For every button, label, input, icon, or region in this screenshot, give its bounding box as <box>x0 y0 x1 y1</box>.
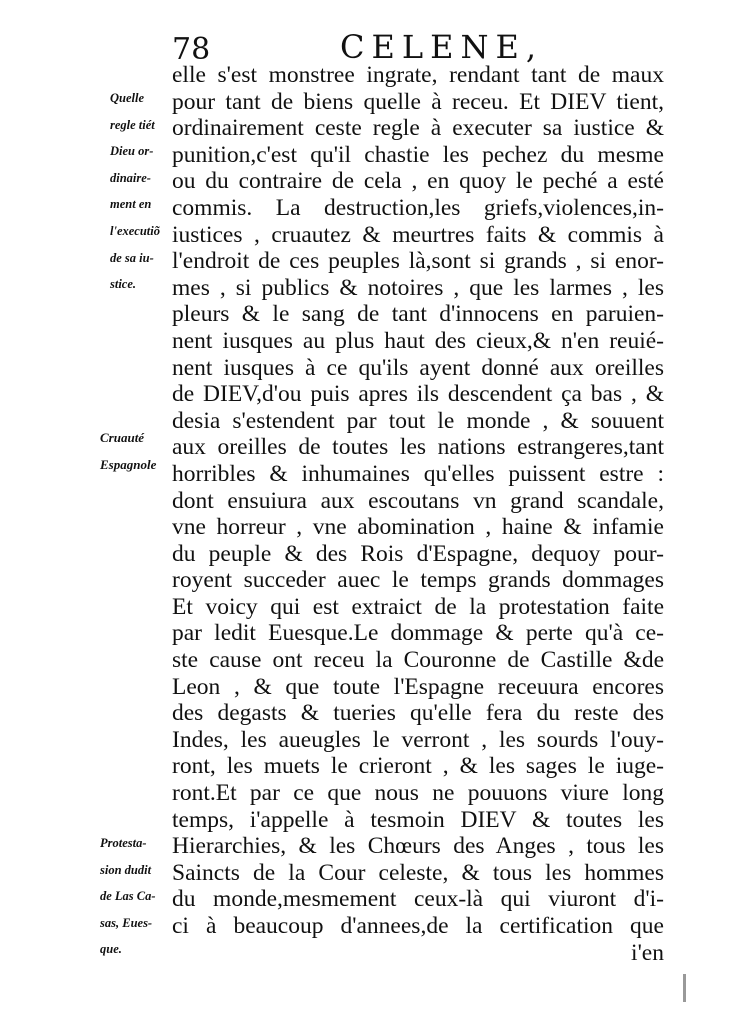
marginal-note-protestation <box>100 830 172 963</box>
marginal-note-line: regle tiét <box>110 117 155 132</box>
text-line: pleurs & le sang de tant d'innocens en paruien- <box>172 301 664 328</box>
page-number: 78 <box>172 32 211 67</box>
running-title: CELENE, <box>340 28 543 66</box>
text-line: du monde,mesmement ceux-là qui viuront d'i- <box>172 886 664 913</box>
text-line: nent iusques à ce qu'ils ayent donné aux oreilles <box>172 354 664 381</box>
text-line: aux oreilles de toutes les nations estrangeres,tant <box>172 434 664 461</box>
marginal-note-line: sas, Eues- <box>100 915 153 930</box>
text-line: de DIEV,d'ou puis apres ils descendent ça bas , & <box>172 381 664 408</box>
text-line: Indes, les aueugles le verront , les sourds l'ouy- <box>172 726 664 753</box>
marginal-note-line: Cruauté <box>100 430 145 445</box>
marginal-note-rule-of-justice <box>110 85 170 298</box>
text-line: elle s'est monstree ingrate, rendant tant de maux <box>172 62 664 88</box>
text-line: Saincts de la Cour celeste, & tous les hommes <box>172 859 664 886</box>
marginal-note-line: Dieu or- <box>110 144 154 159</box>
marginal-note-line: Protesta- <box>100 836 147 850</box>
text-line: par ledit Euesque.Le dommage & perte qu'à ce- <box>172 620 664 647</box>
marginal-note-line: stice. <box>110 277 137 292</box>
catchword: i'en <box>631 939 664 966</box>
marginal-note-line: Quelle <box>110 91 145 105</box>
text-line: du peuple & des Rois d'Espagne, dequoy pour- <box>172 540 664 567</box>
text-line: vne horreur , vne abomination , haine & infamie <box>172 514 664 541</box>
text-line: desia s'estendent par tout le monde , & souuent <box>172 407 664 434</box>
text-line: temps, i'appelle à tesmoin DIEV & toutes les <box>172 806 664 833</box>
text-line: ront, les muets le crieront , & les sages le iuge- <box>172 753 664 780</box>
text-line: dont ensuiura aux escoutans vn grand scandale, <box>172 487 664 514</box>
text-line: pour tant de biens quelle à receu. Et DIEV tient, <box>172 88 664 115</box>
text-line: des degasts & tueries qu'elle fera du reste des <box>172 700 664 727</box>
text-line: ront.Et par ce que nous ne pouuons viure long <box>172 780 664 807</box>
text-line: Leon , & que toute l'Espagne receuura encores <box>172 673 664 700</box>
marginal-note-line: Espagnole <box>100 456 157 472</box>
text-line: Hierarchies, & les Chœurs des Anges , tous les <box>172 833 664 860</box>
text-line: punition,c'est qu'il chastie les pechez du mesme <box>172 141 664 168</box>
text-line: ste cause ont receu la Couronne de Castille &de <box>172 647 664 674</box>
text-line: ordinairement ceste regle à executer sa iustice & <box>172 115 664 142</box>
marginal-note-spanish-cruelty <box>100 425 172 478</box>
text-line: horribles & inhumaines qu'elles puissent estre : <box>172 460 664 487</box>
text-line: royent succeder auec le temps grands dommages <box>172 567 664 594</box>
text-line: l'endroit de ces peuples là,sont si grands , si enor- <box>172 248 664 275</box>
marginal-note-line: de Las Ca- <box>100 889 156 904</box>
text-line: iustices , cruautez & meurtres faits & commis à <box>172 221 664 248</box>
marginal-note-line: ment en <box>110 197 152 212</box>
marginal-note-line: sion dudit <box>100 862 152 877</box>
body-text <box>172 62 664 966</box>
marginal-note-line: dinaire- <box>110 170 151 185</box>
text-line: mes , si publics & notoires , que les larmes , les <box>172 274 664 301</box>
page-edge-mark <box>683 974 686 1002</box>
marginal-note-line: que. <box>100 942 122 957</box>
text-line: Et voicy qui est extraict de la protestation faite <box>172 593 664 620</box>
marginal-note-line: de sa iu- <box>110 250 154 265</box>
marginal-note-line: l'executiõ <box>110 223 160 238</box>
text-line: ou du contraire de cela , en quoy le peché a esté <box>172 168 664 195</box>
text-line: ci à beaucoup d'annees,de la certification que <box>172 913 664 939</box>
text-line: nent iusques au plus haut des cieux,& n'en reuié- <box>172 327 664 354</box>
text-line: commis. La destruction,les griefs,violences,in- <box>172 194 664 221</box>
